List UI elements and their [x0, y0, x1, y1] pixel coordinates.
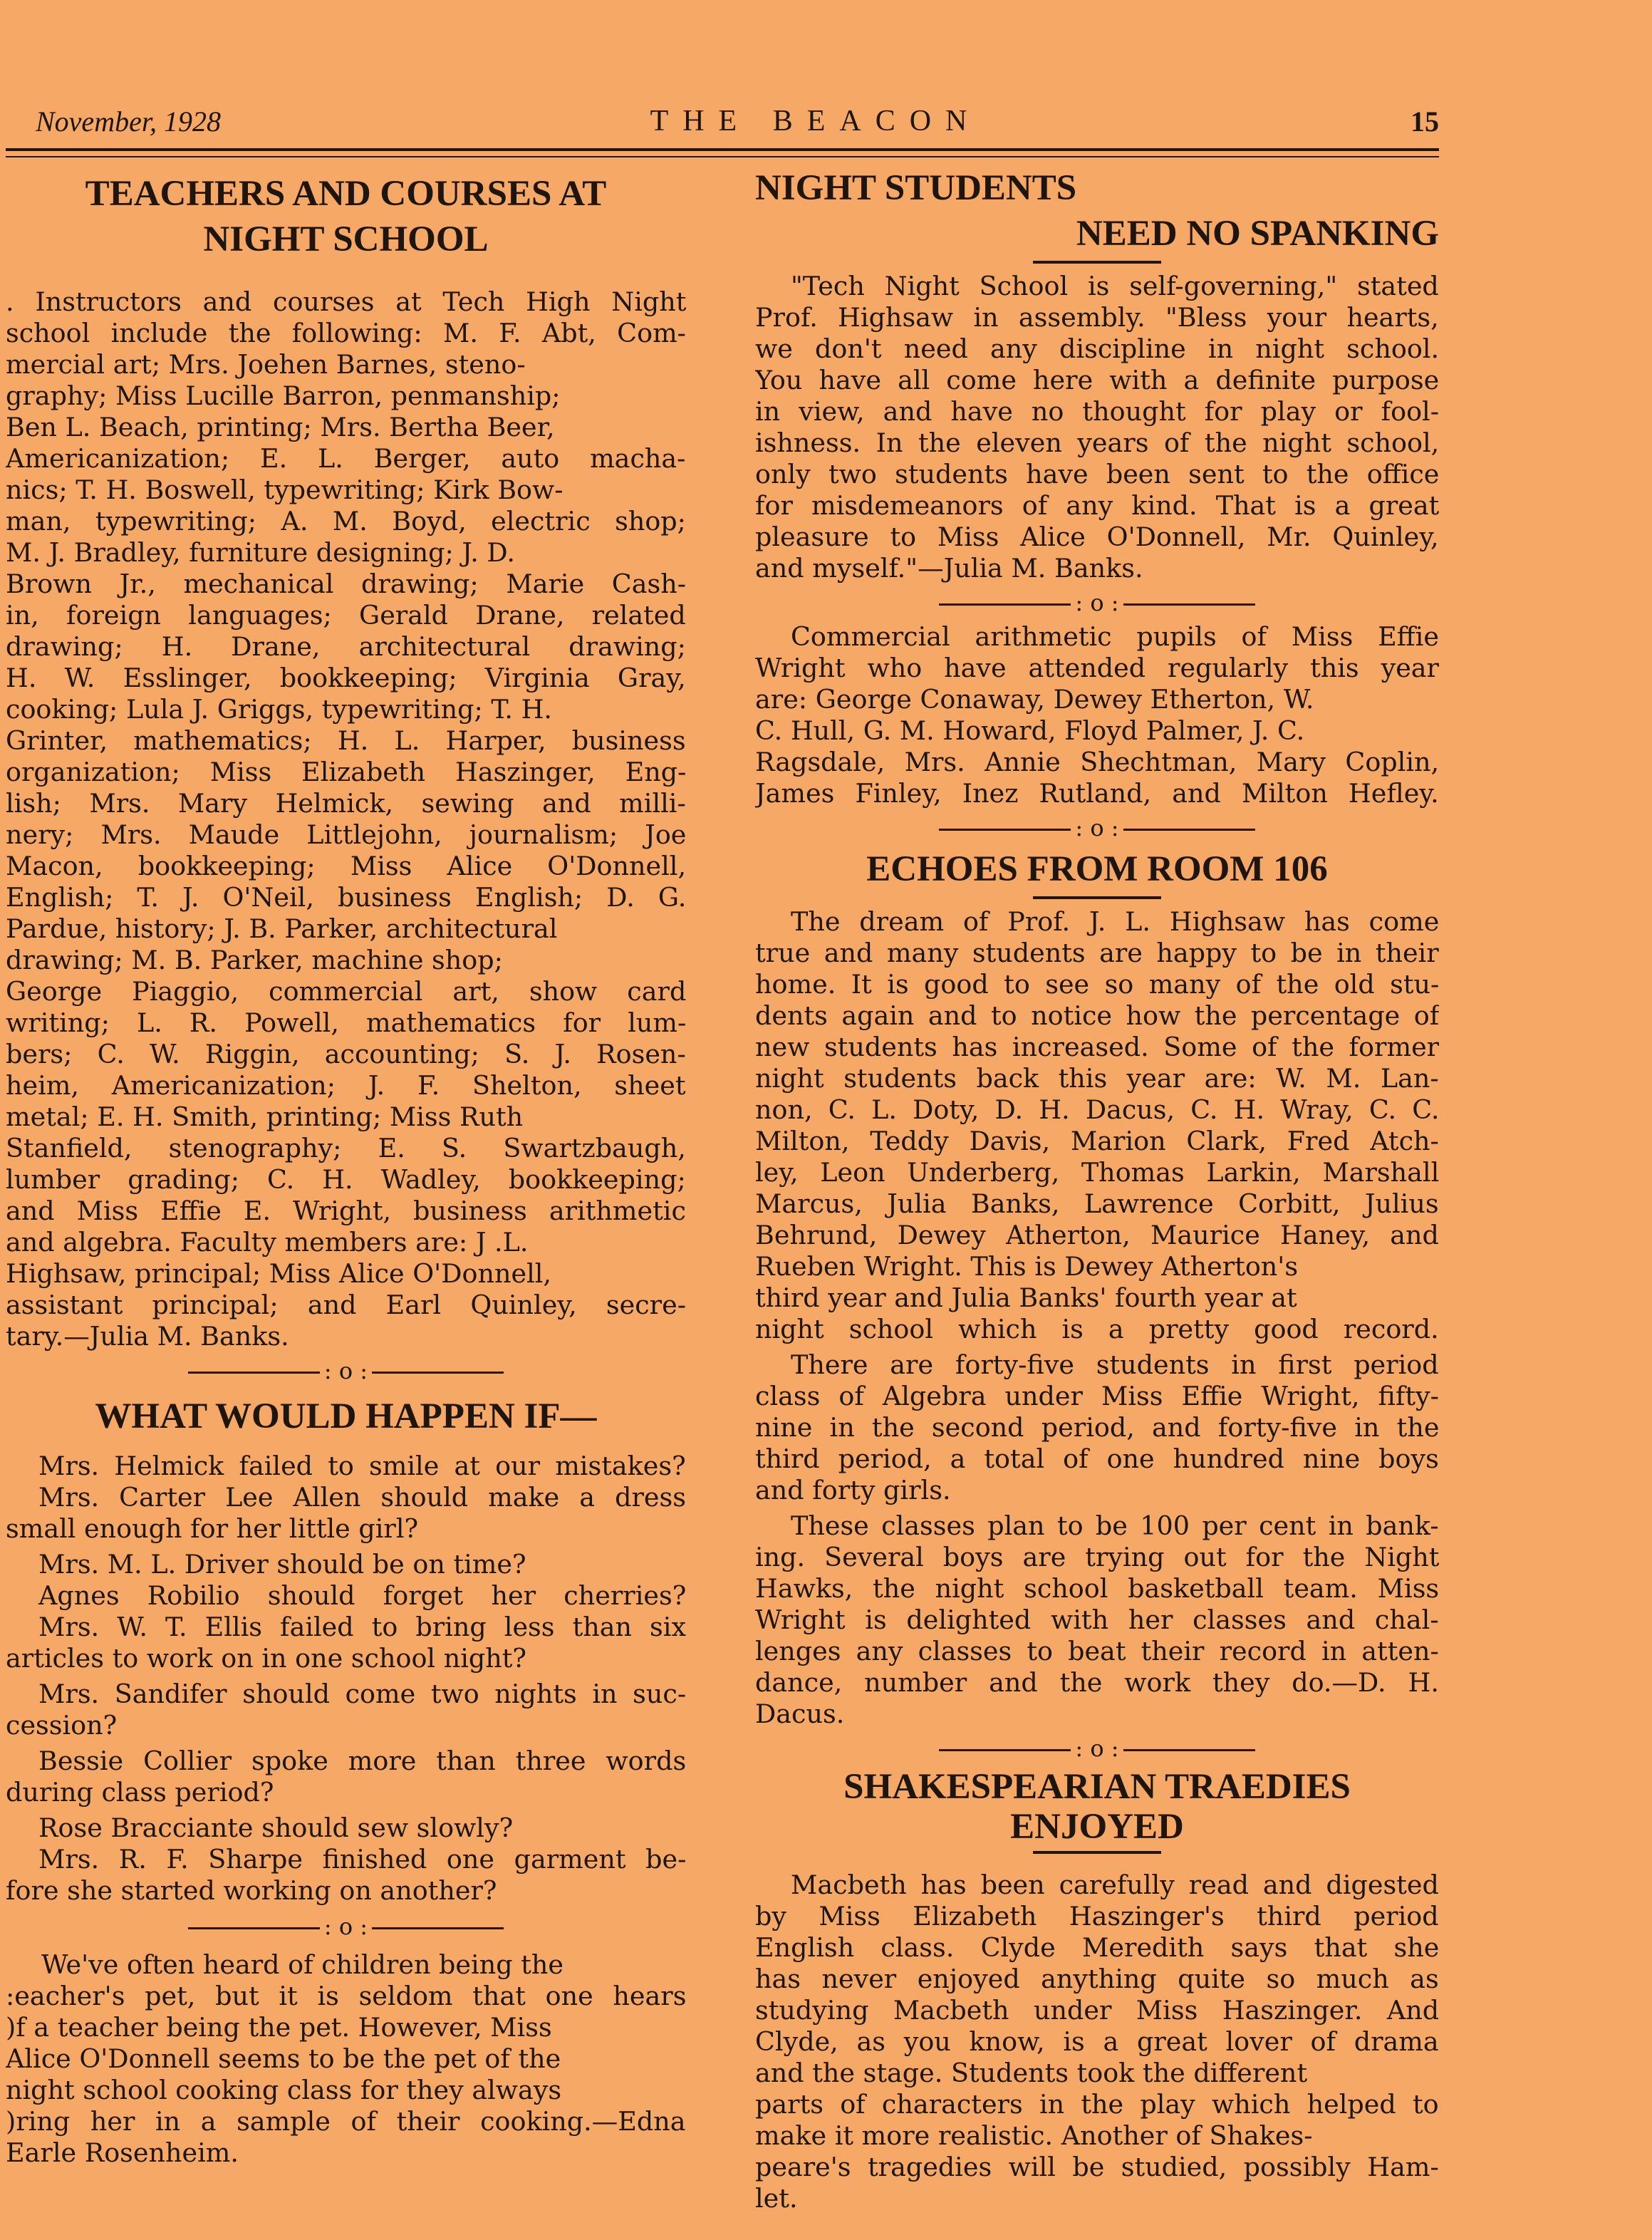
text-line: we don't need any discipline in night school.: [755, 333, 1439, 364]
title-line: ENJOYED: [1010, 1807, 1184, 1847]
text-line: mercial art; Mrs. Joehen Barnes, steno-: [6, 349, 526, 380]
text-line: cession?: [6, 1710, 118, 1741]
text-line: :eacher's pet, but it is seldom that one hears: [6, 1981, 686, 2011]
text-line: Earle Rosenheim.: [6, 2137, 239, 2168]
title-line: TEACHERS AND COURSES AT: [85, 174, 607, 214]
section-separator: : o :: [755, 1733, 1439, 1764]
text-line: school include the following: M. F. Abt, Com-: [6, 318, 686, 348]
text-line: M. J. Bradley, furniture designing; J. D.: [6, 537, 515, 568]
text-line: lish; Mrs. Mary Helmick, sewing and milli-: [6, 788, 686, 819]
text-line: only two students have been sent to the office: [755, 459, 1439, 489]
question-item: [6, 1482, 686, 1545]
spanking-article: [755, 271, 1439, 584]
text-line: make it more realistic. Another of Shakes-: [755, 2120, 1313, 2151]
text-line: and the stage. Students took the different: [755, 2058, 1308, 2088]
question-item: [6, 1679, 686, 1741]
text-line: nics; T. H. Boswell, typewriting; Kirk Bow-: [6, 475, 563, 505]
text-line: Milton, Teddy Davis, Marion Clark, Fred Atch-: [755, 1126, 1439, 1156]
text-line: studying Macbeth under Miss Haszinger. And: [755, 1995, 1439, 2026]
question-item: [6, 1746, 686, 1808]
text-line: Americanization; E. L. Berger, auto macha-: [6, 443, 686, 474]
question-item: [6, 1549, 686, 1580]
text-line: are: George Conaway, Dewey Etherton, W.: [755, 684, 1314, 715]
title-underline: [1033, 261, 1161, 264]
text-line: assistant principal; and Earl Quinley, secre-: [6, 1290, 686, 1320]
teachers-article: [6, 286, 686, 1352]
text-line: nery; Mrs. Maude Littlejohn, journalism; Joe: [6, 819, 686, 850]
text-line: tary.—Julia M. Banks.: [6, 1321, 289, 1352]
title-line: NEED NO SPANKING: [1076, 214, 1439, 254]
text-line: organization; Miss Elizabeth Haszinger, Eng-: [6, 757, 686, 787]
text-line: night school cooking class for they always: [6, 2075, 562, 2105]
text-line: We've often heard of children being the: [41, 1949, 563, 1980]
section-separator: : o :: [755, 587, 1439, 618]
text-line: and myself."—Julia M. Banks.: [755, 553, 1143, 584]
text-line: Macbeth has been carefully read and digested: [791, 1870, 1439, 1900]
spanking-title: [755, 165, 1439, 256]
text-line: heim, Americanization; J. F. Shelton, sheet: [6, 1070, 686, 1101]
text-line: James Finley, Inez Rutland, and Milton Hefley.: [755, 778, 1439, 809]
text-line: There are forty-five students in first period: [791, 1349, 1439, 1380]
text-line: and Miss Effie E. Wright, business arithmetic: [6, 1196, 686, 1226]
text-line: writing; L. R. Powell, mathematics for lum-: [6, 1007, 686, 1038]
teacher-pet-article: [6, 1949, 686, 2169]
text-line: Hawks, the night school basketball team. Miss: [755, 1573, 1439, 1604]
left-column: [6, 165, 686, 2169]
text-line: true and many students are happy to be in their: [755, 938, 1439, 968]
question-item: [6, 1813, 686, 1844]
text-line: small enough for her little girl?: [6, 1513, 419, 1544]
teachers-title: [6, 171, 686, 262]
text-line: These classes plan to be 100 per cent in bank-: [791, 1510, 1439, 1541]
happen-list: [6, 1451, 686, 1907]
section-separator: : o :: [755, 812, 1439, 844]
text-line: pleasure to Miss Alice O'Donnell, Mr. Quinley,: [755, 522, 1439, 552]
text-line: Prof. Highsaw in assembly. "Bless your hearts,: [755, 302, 1439, 333]
text-line: home. It is good to see so many of the old stu-: [755, 969, 1439, 1000]
text-line: third period, a total of one hundred nine boys: [755, 1443, 1439, 1474]
title-underline: [1033, 1851, 1161, 1854]
section-separator: : o :: [6, 1355, 686, 1386]
echoes-title: ECHOES FROM ROOM 106: [866, 849, 1328, 889]
text-line: English class. Clyde Meredith says that she: [755, 1932, 1439, 1963]
publication-title: THE BEACON: [650, 105, 982, 138]
text-line: George Piaggio, commercial art, show card: [6, 976, 686, 1007]
right-column: [755, 165, 1439, 2214]
text-line: articles to work on in one school night?: [6, 1643, 526, 1674]
text-line: in, foreign languages; Gerald Drane, related: [6, 600, 686, 631]
text-line: Behrund, Dewey Atherton, Maurice Haney, and: [755, 1220, 1439, 1250]
text-line: bers; C. W. Riggin, accounting; S. J. Rosen-: [6, 1039, 686, 1069]
text-line: night students back this year are: W. M. Lan-: [755, 1063, 1439, 1094]
text-line: and forty girls.: [755, 1475, 951, 1505]
echoes-paragraph-3: [755, 1510, 1439, 1730]
text-line: Mrs. M. L. Driver should be on time?: [38, 1549, 526, 1580]
text-line: cooking; Lula J. Griggs, typewriting; T. H.: [6, 694, 553, 725]
text-line: in view, and have no thought for play or fool-: [755, 396, 1439, 427]
text-line: dance, number and the work they do.—D. H.: [755, 1667, 1439, 1698]
text-line: let.: [755, 2183, 798, 2214]
text-line: Mrs. R. F. Sharpe finished one garment be-: [38, 1844, 686, 1875]
text-line: )ring her in a sample of their cooking.—Edna: [6, 2106, 686, 2137]
text-line: You have all come here with a definite purpose: [755, 365, 1439, 395]
text-line: non, C. L. Doty, D. H. Dacus, C. H. Wray, C. C.: [755, 1094, 1439, 1125]
text-line: C. Hull, G. M. Howard, Floyd Palmer, J. C.: [755, 715, 1305, 746]
text-line: during class period?: [6, 1777, 274, 1808]
text-line: )f a teacher being the pet. However, Miss: [6, 2012, 552, 2043]
text-line: metal; E. H. Smith, printing; Miss Ruth: [6, 1101, 524, 1132]
text-line: Bessie Collier spoke more than three words: [38, 1746, 686, 1776]
text-line: Marcus, Julia Banks, Lawrence Corbitt, Julius: [755, 1188, 1439, 1219]
text-line: . Instructors and courses at Tech High Night: [6, 286, 686, 317]
question-item: [6, 1612, 686, 1674]
text-line: Wright is delighted with her classes and chal-: [755, 1604, 1439, 1635]
text-line: dents again and to notice how the percentage of: [755, 1000, 1439, 1031]
text-line: Rose Bracciante should sew slowly?: [38, 1813, 514, 1843]
text-line: English; T. J. O'Neil, business English; D. G.: [6, 882, 686, 913]
text-line: Mrs. W. T. Ellis failed to bring less than six: [38, 1612, 686, 1642]
text-line: graphy; Miss Lucille Barron, penmanship;: [6, 380, 561, 411]
text-line: fore she started working on another?: [6, 1875, 497, 1906]
text-line: Grinter, mathematics; H. L. Harper, business: [6, 725, 686, 756]
happen-title: WHAT WOULD HAPPEN IF—: [95, 1396, 597, 1436]
text-line: and algebra. Faculty members are: J .L.: [6, 1227, 529, 1258]
arithmetic-article: [755, 621, 1439, 809]
text-line: Rueben Wright. This is Dewey Atherton's: [755, 1251, 1299, 1282]
text-line: Mrs. Sandifer should come two nights in suc-: [38, 1679, 686, 1709]
text-line: Mrs. Carter Lee Allen should make a dress: [38, 1482, 686, 1513]
text-line: Pardue, history; J. B. Parker, architectural: [6, 913, 558, 944]
question-item: [6, 1451, 686, 1482]
text-line: Mrs. Helmick failed to smile at our mistakes?: [38, 1451, 686, 1481]
question-item: [6, 1844, 686, 1907]
shakespeare-title: [755, 1767, 1439, 1847]
text-line: nine in the second period, and forty-five in the: [755, 1412, 1439, 1443]
text-line: Stanfield, stenography; E. S. Swartzbaugh,: [6, 1133, 686, 1163]
header-rule-thin: [6, 156, 1439, 157]
echoes-paragraph-1: [755, 906, 1439, 1345]
question-item: [6, 1580, 686, 1612]
title-underline: [1033, 896, 1161, 899]
title-line: NIGHT STUDENTS: [755, 168, 1077, 208]
text-line: Highsaw, principal; Miss Alice O'Donnell,: [6, 1258, 552, 1289]
text-line: third year and Julia Banks' fourth year at: [755, 1282, 1297, 1313]
issue-date: November, 1928: [36, 105, 221, 138]
text-line: drawing; H. Drane, architectural drawing;: [6, 631, 686, 662]
text-line: Wright who have attended regularly this year: [755, 653, 1439, 683]
title-line: SHAKESPEARIAN TRAEDIES: [843, 1767, 1351, 1807]
text-line: peare's tragedies will be studied, possibly Ham-: [755, 2152, 1439, 2182]
text-line: Ragsdale, Mrs. Annie Shechtman, Mary Coplin,: [755, 747, 1439, 777]
text-line: The dream of Prof. J. L. Highsaw has come: [791, 906, 1439, 937]
text-line: Agnes Robilio should forget her cherries?: [38, 1580, 686, 1611]
text-line: Dacus.: [755, 1699, 845, 1729]
text-line: parts of characters in the play which helped to: [755, 2089, 1439, 2120]
text-line: ing. Several boys are trying out for the Night: [755, 1542, 1439, 1572]
title-line: NIGHT SCHOOL: [203, 219, 489, 259]
text-line: Clyde, as you know, is a great lover of drama: [755, 2026, 1439, 2057]
text-line: night school which is a pretty good record.: [755, 1314, 1439, 1344]
text-line: lenges any classes to beat their record in atten-: [755, 1636, 1439, 1666]
text-line: has never enjoyed anything quite so much as: [755, 1964, 1439, 1994]
text-line: Macon, bookkeeping; Miss Alice O'Donnell,: [6, 851, 686, 881]
text-line: Brown Jr., mechanical drawing; Marie Cash-: [6, 569, 686, 599]
section-separator: : o :: [6, 1911, 686, 1942]
text-line: class of Algebra under Miss Effie Wright, fifty-: [755, 1381, 1439, 1411]
text-line: ishness. In the eleven years of the night school,: [755, 427, 1439, 458]
text-line: new students has increased. Some of the former: [755, 1032, 1439, 1062]
echoes-paragraph-2: [755, 1349, 1439, 1506]
text-line: man, typewriting; A. M. Boyd, electric shop;: [6, 506, 686, 536]
text-line: by Miss Elizabeth Haszinger's third period: [755, 1901, 1439, 1932]
text-line: Ben L. Beach, printing; Mrs. Bertha Beer,: [6, 412, 555, 442]
text-line: ley, Leon Underberg, Thomas Larkin, Marshall: [755, 1157, 1439, 1188]
text-line: "Tech Night School is self-governing," stated: [791, 271, 1439, 301]
text-line: H. W. Esslinger, bookkeeping; Virginia Gray,: [6, 663, 686, 693]
shakespeare-article: [755, 1870, 1439, 2214]
text-line: Commercial arithmetic pupils of Miss Effie: [791, 621, 1439, 652]
header-rule: [6, 148, 1439, 151]
text-line: drawing; M. B. Parker, machine shop;: [6, 945, 503, 975]
page-header: [36, 100, 1439, 142]
text-line: lumber grading; C. H. Wadley, bookkeeping;: [6, 1164, 686, 1195]
text-line: Alice O'Donnell seems to be the pet of the: [6, 2043, 561, 2074]
page-number: 15: [1410, 105, 1439, 138]
text-line: for misdemeanors of any kind. That is a great: [755, 490, 1439, 521]
